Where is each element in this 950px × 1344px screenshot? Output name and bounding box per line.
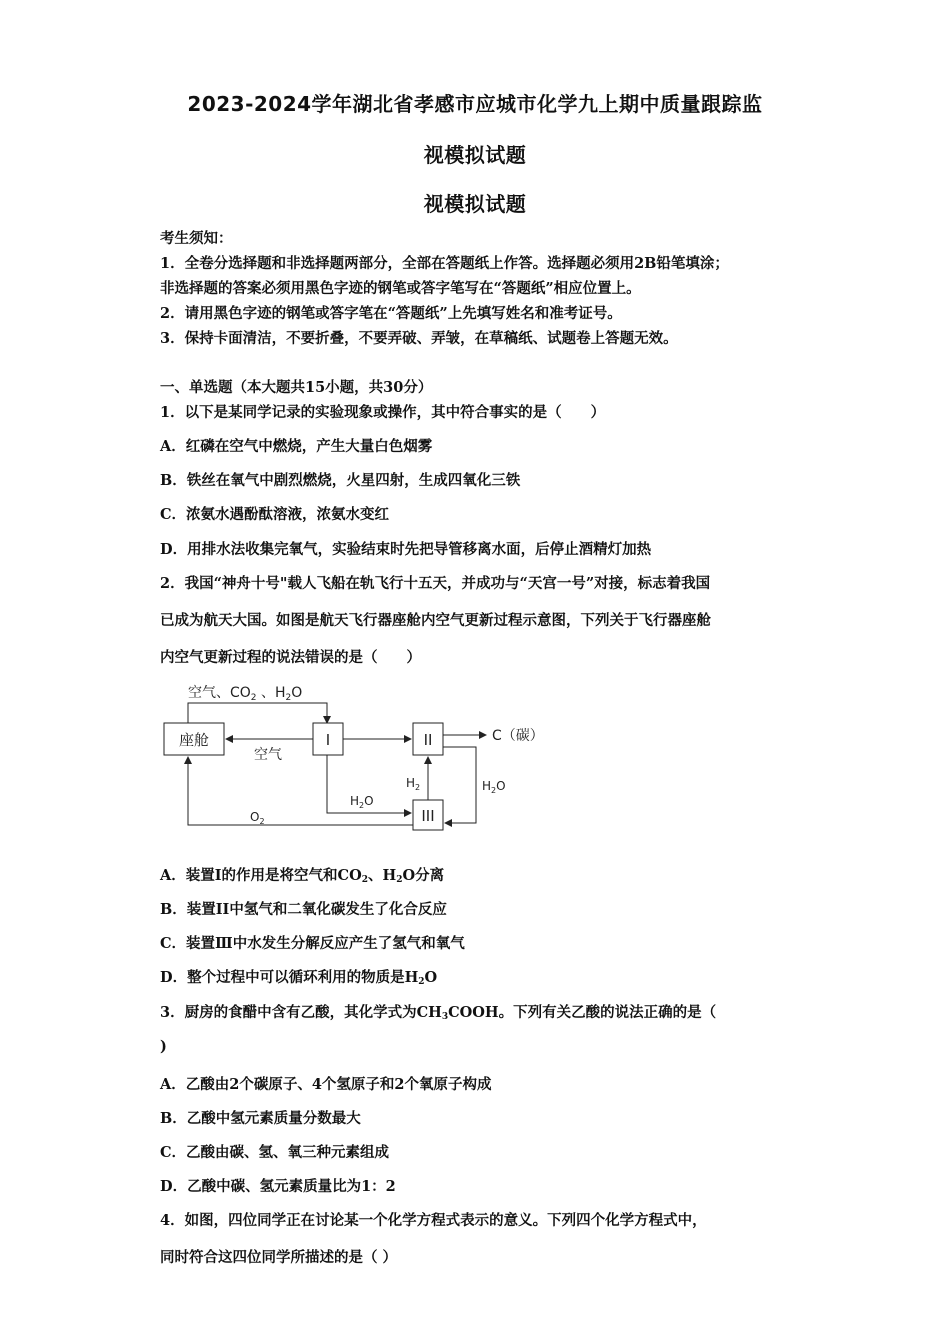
question-1-option-c: C．浓氨水遇酚酞溶液，浓氨水变红 bbox=[160, 506, 390, 523]
question-1-option-a: A．红磷在空气中燃烧，产生大量白色烟雾 bbox=[160, 438, 433, 455]
cabin-to-device-1-arrow bbox=[188, 703, 327, 723]
question-2-stem-line: 内空气更新过程的说法错误的是（ ） bbox=[160, 649, 421, 666]
notice-item: 非选择题的答案必须用黑色字迹的钢笔或答字笔写在“答题纸”相应位置上。 bbox=[160, 280, 641, 297]
question-2-option-a: A．装置I的作用是将空气和$CO_2$、$H_2O$分离 bbox=[160, 867, 445, 885]
air-renewal-diagram bbox=[150, 675, 570, 840]
h2o-right-label: $H_2O$ bbox=[482, 779, 506, 795]
question-1-option-d: D．用排水法收集完氧气，实验结束时先把导管移离水面，后停止酒精灯加热 bbox=[160, 541, 652, 558]
question-2-option-c: C．装置Ⅲ中水发生分解反应产生了氢气和氧气 bbox=[160, 935, 465, 952]
question-2-option-d: D．整个过程中可以循环利用的物质是$H_2O$ bbox=[160, 969, 438, 987]
notice-item: 2．请用黑色字迹的钢笔或答字笔在“答题纸”上先填写姓名和准考证号。 bbox=[160, 305, 622, 322]
question-1-option-b: B．铁丝在氧气中剧烈燃烧，火星四射，生成四氧化三铁 bbox=[160, 472, 521, 489]
notice-item: 3．保持卡面清洁，不要折叠，不要弄破、弄皱，在草稿纸、试题卷上答题无效。 bbox=[160, 330, 678, 347]
device-2-to-device-3-arrow bbox=[443, 747, 476, 823]
question-3-option-b: B．乙酸中氢元素质量分数最大 bbox=[160, 1110, 361, 1127]
notice-item: 1．全卷分选择题和非选择题两部分，全部在答题纸上作答。选择题必须用2B铅笔填涂； bbox=[160, 255, 729, 272]
carbon-label: C（碳） bbox=[492, 728, 544, 744]
question-3-stem: 3．厨房的食醋中含有乙酸，其化学式为$CH_3COOH$。下列有关乙酸的说法正确的是（ bbox=[160, 1004, 717, 1022]
title-line-2: 视模拟试题 bbox=[423, 143, 527, 167]
cabin-label: 座舱 bbox=[178, 731, 210, 749]
device-1-label: I bbox=[325, 731, 331, 749]
question-1-stem: 1．以下是某同学记录的实验现象或操作，其中符合事实的是（ ） bbox=[160, 404, 606, 421]
question-3-stem-line-2: ) bbox=[160, 1038, 167, 1055]
question-3-option-c: C．乙酸由碳、氢、氧三种元素组成 bbox=[160, 1144, 390, 1161]
question-2-stem-line: 已成为航天大国。如图是航天飞行器座舱内空气更新过程示意图，下列关于飞行器座舱 bbox=[160, 612, 711, 629]
diagram-top-label: 空气、$CO_2$ 、$H_2O$ bbox=[188, 685, 303, 703]
o2-label: $O_2$ bbox=[250, 810, 265, 826]
question-4-stem-line: 同时符合这四位同学所描述的是（ ） bbox=[160, 1249, 398, 1266]
question-2-stem-line: 2．我国“神舟十号"载人飞船在轨飞行十五天，并成功与“天宫一号”对接，标志着我国 bbox=[160, 575, 711, 592]
device-3-label: III bbox=[421, 807, 435, 825]
h2-label: $H_2$ bbox=[406, 776, 421, 792]
section-heading: 一、单选题（本大题共15小题，共30分） bbox=[160, 379, 433, 396]
question-3-option-d: D．乙酸中碳、氢元素质量比为1：2 bbox=[160, 1178, 396, 1195]
question-3-option-a: A．乙酸由2个碳原子、4个氢原子和2个氧原子构成 bbox=[160, 1076, 492, 1093]
question-4-stem-line: 4．如图，四位同学正在讨论某一个化学方程式表示的意义。下列四个化学方程式中， bbox=[160, 1212, 707, 1229]
question-2-option-b: B．装置II中氢气和二氧化碳发生了化合反应 bbox=[160, 901, 447, 918]
device-3-to-cabin-arrow bbox=[188, 757, 413, 825]
air-label: 空气 bbox=[254, 747, 282, 763]
device-2-label: II bbox=[423, 731, 433, 749]
title-line-1: 2023-2024学年湖北省孝感市应城市化学九上期中质量跟踪监 bbox=[187, 92, 763, 116]
notice-heading: 考生须知： bbox=[160, 230, 233, 247]
h2o-left-label: $H_2O$ bbox=[350, 794, 374, 810]
title-line-3: 视模拟试题 bbox=[423, 192, 527, 216]
